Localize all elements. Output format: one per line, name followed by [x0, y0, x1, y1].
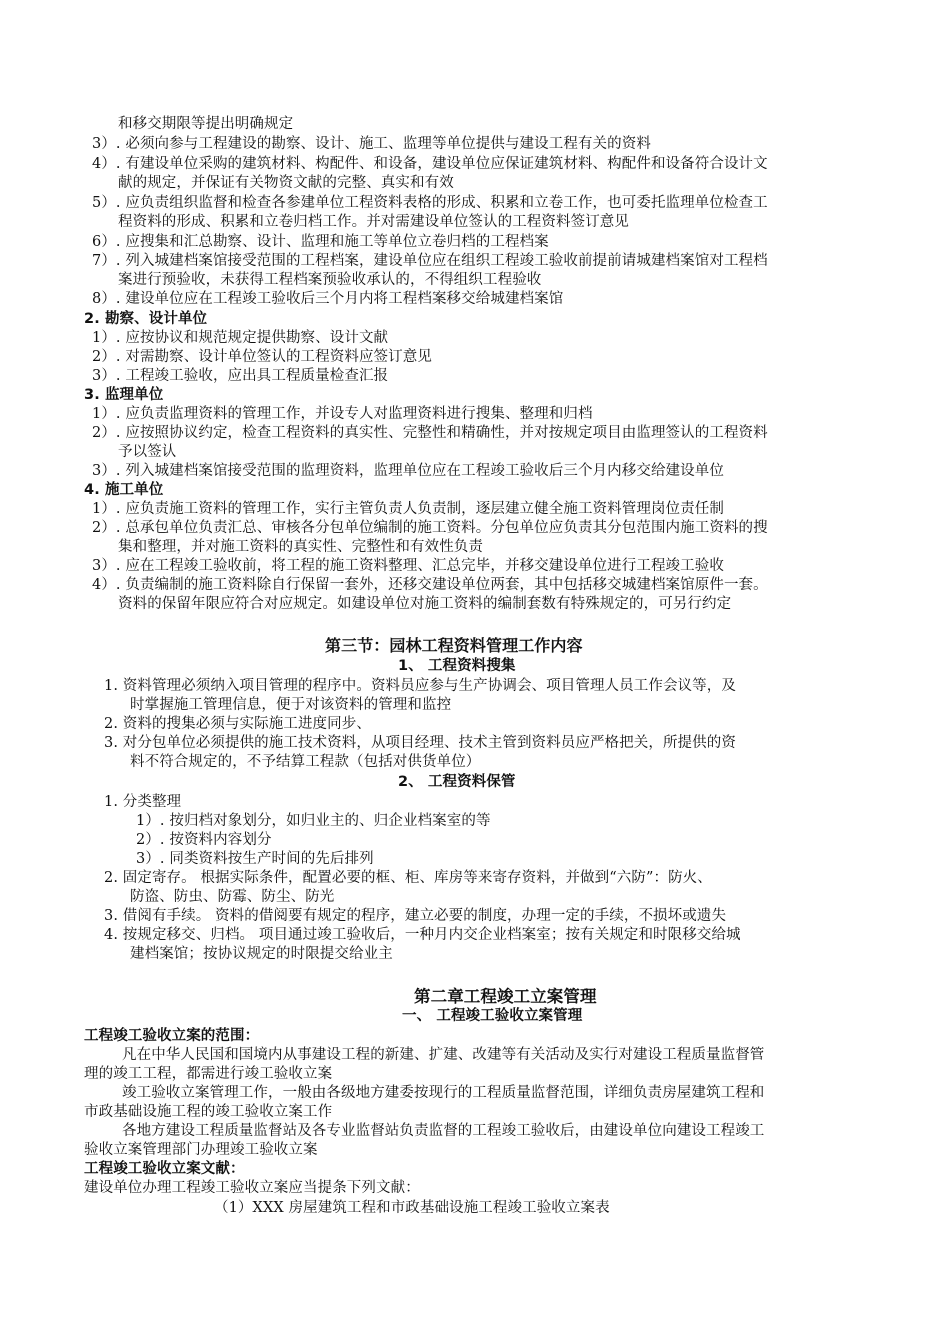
section-heading: 3. 监理单位	[84, 387, 164, 403]
subsection-heading: 1、 工程资料搜集	[398, 658, 516, 674]
paragraph-line: 各地方建设工程质量监督站及各专业监督站负责监督的工程竣工验收后，由建设单位向建设工程竣工	[122, 1123, 765, 1139]
text-line: 予以签认	[118, 444, 177, 460]
paragraph-line: 市政基础设施工程的竣工验收立案工作	[84, 1104, 333, 1120]
list-item: 4. 按规定移交、归档。 项目通过竣工验收后，一种月内交企业档案室；按有关规定和时限移交给城	[104, 927, 741, 943]
list-item: 1）. 按归档对象划分，如归业主的、归企业档案室的等	[136, 813, 491, 829]
list-item: 4）. 有建设单位采购的建筑材料、构配件、和设备，建设单位应保证建筑材料、构配件和设备符合设计文	[92, 156, 768, 172]
list-item: 2）. 应按照协议约定，检查工程资料的真实性、完整性和精确性，并对按规定项目由监理签认的工程资料	[92, 425, 768, 441]
list-item: 5）. 应负责组织监督和检查各参建单位工程资料表格的形成、积累和立卷工作，也可委托监理单位检查工	[92, 195, 768, 211]
list-item: 2）. 对需勘察、设计单位签认的工程资料应签订意见	[92, 349, 432, 365]
text-line: 案进行预验收，未获得工程档案预验收承认的，不得组织工程验收	[118, 272, 542, 288]
paragraph-heading: 工程竣工验收立案文献：	[84, 1161, 245, 1177]
text-line: 资料的保留年限应符合对应规定。如建设单位对施工资料的编制套数有特殊规定的，可另行约定	[118, 596, 732, 612]
paragraph-line: 竣工验收立案管理工作，一般由各级地方建委按现行的工程质量监督范围，详细负责房屋建筑工程和	[122, 1085, 765, 1101]
list-item: 3）. 列入城建档案馆接受范围的监理资料，监理单位应在工程竣工验收后三个月内移交给建设单位	[92, 463, 724, 479]
section-title: 第三节：园林工程资料管理工作内容	[325, 636, 583, 655]
list-item: 6）. 应搜集和汇总勘察、设计、监理和施工等单位立卷归档的工程档案	[92, 234, 549, 250]
list-item: 2）. 按资料内容划分	[136, 832, 272, 848]
paragraph-line: 验收立案管理部门办理竣工验收立案	[84, 1142, 318, 1158]
list-item: 8）. 建设单位应在工程竣工验收后三个月内将工程档案移交给城建档案馆	[92, 291, 564, 307]
list-item: 3）. 应在工程竣工验收前，将工程的施工资料整理、汇总完毕，并移交建设单位进行工程竣工验收	[92, 558, 724, 574]
text-line: 献的规定，并保证有关物资文献的完整、真实和有效	[118, 175, 454, 191]
list-item: 3）. 工程竣工验收，应出具工程质量检查汇报	[92, 368, 389, 384]
text-line: 料不符合规定的，不予结算工程款（包括对供货单位）	[130, 754, 481, 770]
list-item: 2）. 总承包单位负责汇总、审核各分包单位编制的施工资料。分包单位应负责其分包范围内施工资料的搜	[92, 520, 768, 536]
list-item: 3）. 同类资料按生产时间的先后排列	[136, 851, 374, 867]
list-item: 2. 资料的搜集必须与实际施工进度同步、	[104, 716, 371, 732]
paragraph-heading: 工程竣工验收立案的范围：	[84, 1028, 260, 1044]
list-item: 2. 固定寄存。 根据实际条件，配置必要的框、柜、库房等来寄存资料，并做到“六防”：防火、	[104, 870, 712, 886]
subsection-heading: 一、 工程竣工验收立案管理	[402, 1008, 583, 1024]
paragraph-line: 凡在中华人民国和国境内从事建设工程的新建、扩建、改建等有关活动及实行对建设工程质量监督管	[122, 1047, 765, 1063]
list-item: 1）. 应负责监理资料的管理工作，并设专人对监理资料进行搜集、整理和归档	[92, 406, 593, 422]
text-line: 和移交期限等提出明确规定	[118, 116, 294, 132]
text-line: 防盗、防虫、防霉、防尘、防光	[130, 889, 335, 905]
list-item: 1. 资料管理必须纳入项目管理的程序中。资料员应参与生产协调会、项目管理人员工作会议等，及	[104, 678, 736, 694]
list-item: 1）. 应负责施工资料的管理工作，实行主管负责人负责制，逐层建立健全施工资料管理岗位责任制	[92, 501, 724, 517]
list-item: 7）. 列入城建档案馆接受范围的工程档案，建设单位应在组织工程竣工验收前提前请城建档案馆对工程档	[92, 253, 768, 269]
text-line: 程资料的形成、积累和立卷归档工作。并对需建设单位签认的工程资料签订意见	[118, 214, 629, 230]
text-line: 集和整理，并对施工资料的真实性、完整性和有效性负责	[118, 539, 483, 555]
list-item: 3. 对分包单位必须提供的施工技术资料，从项目经理、技术主管到资料员应严格把关，所提供的资	[104, 735, 736, 751]
list-item: 3）. 必须向参与工程建设的勘察、设计、施工、监理等单位提供与建设工程有关的资料	[92, 136, 651, 152]
list-item: 1）. 应按协议和规范规定提供勘察、设计文献	[92, 330, 389, 346]
list-item: 1. 分类整理	[104, 794, 182, 810]
text-line: 时掌握施工管理信息，便于对该资料的管理和监控	[130, 697, 452, 713]
list-item: （1）XXX 房屋建筑工程和市政基础设施工程竣工验收立案表	[214, 1200, 610, 1216]
list-item: 4）. 负责编制的施工资料除自行保留一套外，还移交建设单位两套，其中包括移交城建档案馆原件一套。	[92, 577, 768, 593]
subsection-heading: 2、 工程资料保管	[398, 774, 516, 790]
paragraph-line: 理的竣工工程，都需进行竣工验收立案	[84, 1066, 333, 1082]
section-heading: 4. 施工单位	[84, 482, 164, 498]
paragraph-line: 建设单位办理工程竣工验收立案应当提条下列文献：	[84, 1180, 420, 1196]
text-line: 建档案馆；按协议规定的时限提交给业主	[130, 946, 393, 962]
section-heading: 2. 勘察、设计单位	[84, 311, 208, 327]
list-item: 3. 借阅有手续。 资料的借阅要有规定的程序，建立必要的制度，办理一定的手续，不损坏或遗失	[104, 908, 727, 924]
chapter-title: 第二章工程竣工立案管理	[414, 987, 597, 1006]
